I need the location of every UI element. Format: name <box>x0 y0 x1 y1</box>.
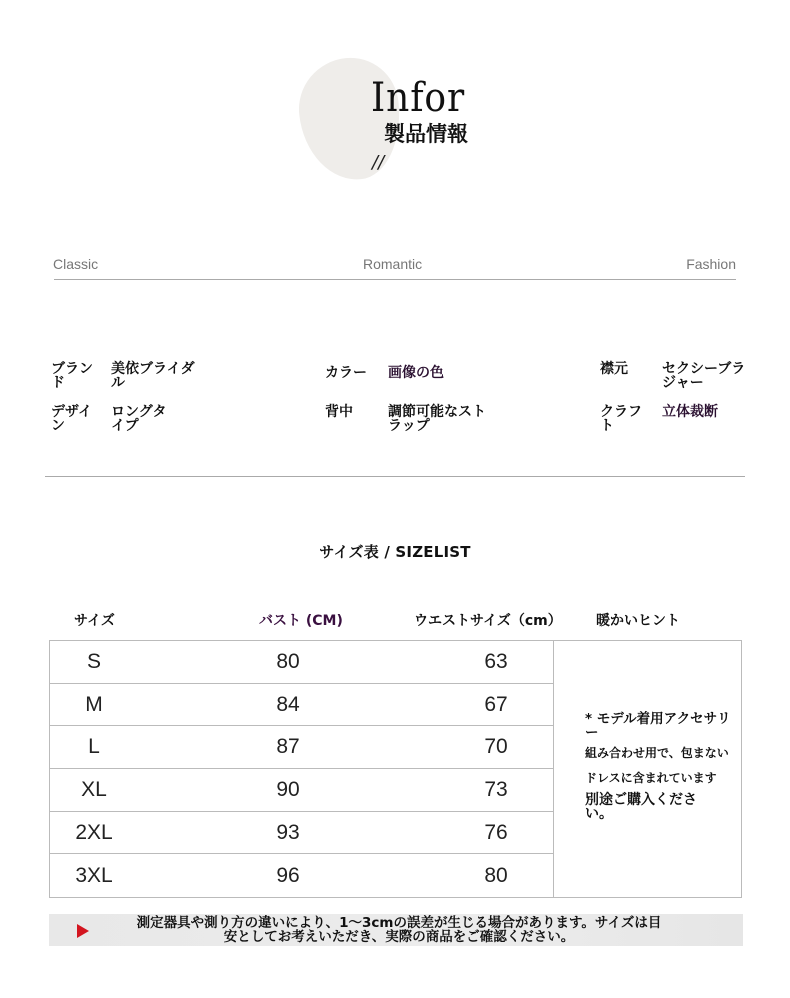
hint-line: 別途ご購入ください。 <box>585 792 697 822</box>
spec-key: クラフト <box>600 404 642 434</box>
tagline-fashion: Fashion <box>686 256 736 272</box>
spec-value: 画像の色 <box>388 365 444 381</box>
cell-bust: 96 <box>276 863 300 887</box>
spec-value: セクシーブラジャー <box>662 361 746 391</box>
cell-size: M <box>85 692 103 716</box>
tagline-romantic: Romantic <box>363 256 423 272</box>
size-table-body <box>50 641 554 897</box>
cell-size: XL <box>81 777 107 801</box>
size-table <box>49 640 742 898</box>
spec-value: 美依ブライダル <box>111 361 195 391</box>
spec-key: 襟元 <box>600 361 628 377</box>
spec-key: 背中 <box>325 404 353 420</box>
measurement-note <box>49 914 743 946</box>
cell-bust: 90 <box>276 777 300 801</box>
hint-line: * モデル着用アクセサリー <box>585 711 731 741</box>
table-row <box>50 854 553 897</box>
hint-line: ドレスに含まれています <box>585 771 717 785</box>
cell-bust: 87 <box>276 735 300 759</box>
table-row <box>50 769 553 812</box>
cell-waist: 70 <box>484 735 508 759</box>
note-line-1: 測定器具や測り方の違いにより、1～3cmの誤差が生じる場合があります。サイズは目 <box>136 915 662 931</box>
spec-key: カラー <box>325 365 367 381</box>
play-triangle-icon <box>77 924 89 938</box>
spec-key: ブランド <box>51 361 93 391</box>
cell-bust: 93 <box>276 820 300 844</box>
spec-value: 調節可能なストラップ <box>388 404 486 434</box>
cell-waist: 63 <box>484 649 508 673</box>
table-row <box>50 641 553 684</box>
column-header-bust: バスト (CM) <box>259 613 343 629</box>
hint-cell <box>555 641 741 897</box>
tagline-divider <box>54 279 736 280</box>
cell-size: L <box>88 735 100 759</box>
cell-bust: 84 <box>276 692 300 716</box>
cell-size: S <box>86 649 101 673</box>
column-header-hint: 暖かいヒント <box>596 613 680 629</box>
slash-decoration: // <box>372 152 385 173</box>
cell-size: 2XL <box>75 820 113 844</box>
column-header-waist: ウエストサイズ（cm） <box>414 613 562 629</box>
spec-value: 立体裁断 <box>662 404 718 420</box>
note-text <box>99 916 699 944</box>
table-row <box>50 726 553 769</box>
cell-waist: 76 <box>484 820 508 844</box>
note-line-2: 安としてお考えいただき、実際の商品をご確認ください。 <box>223 929 575 945</box>
cell-bust: 80 <box>276 649 300 673</box>
page-subtitle: 製品情報 <box>384 122 468 146</box>
table-row <box>50 812 553 855</box>
tagline-row <box>53 255 736 279</box>
cell-waist: 67 <box>484 692 508 716</box>
cell-waist: 80 <box>484 863 508 887</box>
spec-key: デザイン <box>51 404 93 434</box>
hint-line: 組み合わせ用で、包まない <box>585 746 729 760</box>
cell-size: 3XL <box>75 863 113 887</box>
spec-value: ロングタイプ <box>111 404 167 434</box>
column-header-size: サイズ <box>74 613 115 629</box>
size-list-title: サイズ表 / SIZELIST <box>319 543 471 561</box>
section-divider <box>45 476 745 477</box>
tagline-classic: Classic <box>53 256 99 272</box>
cell-waist: 73 <box>484 777 508 801</box>
page-title: Infor <box>371 75 466 121</box>
table-row <box>50 684 553 727</box>
